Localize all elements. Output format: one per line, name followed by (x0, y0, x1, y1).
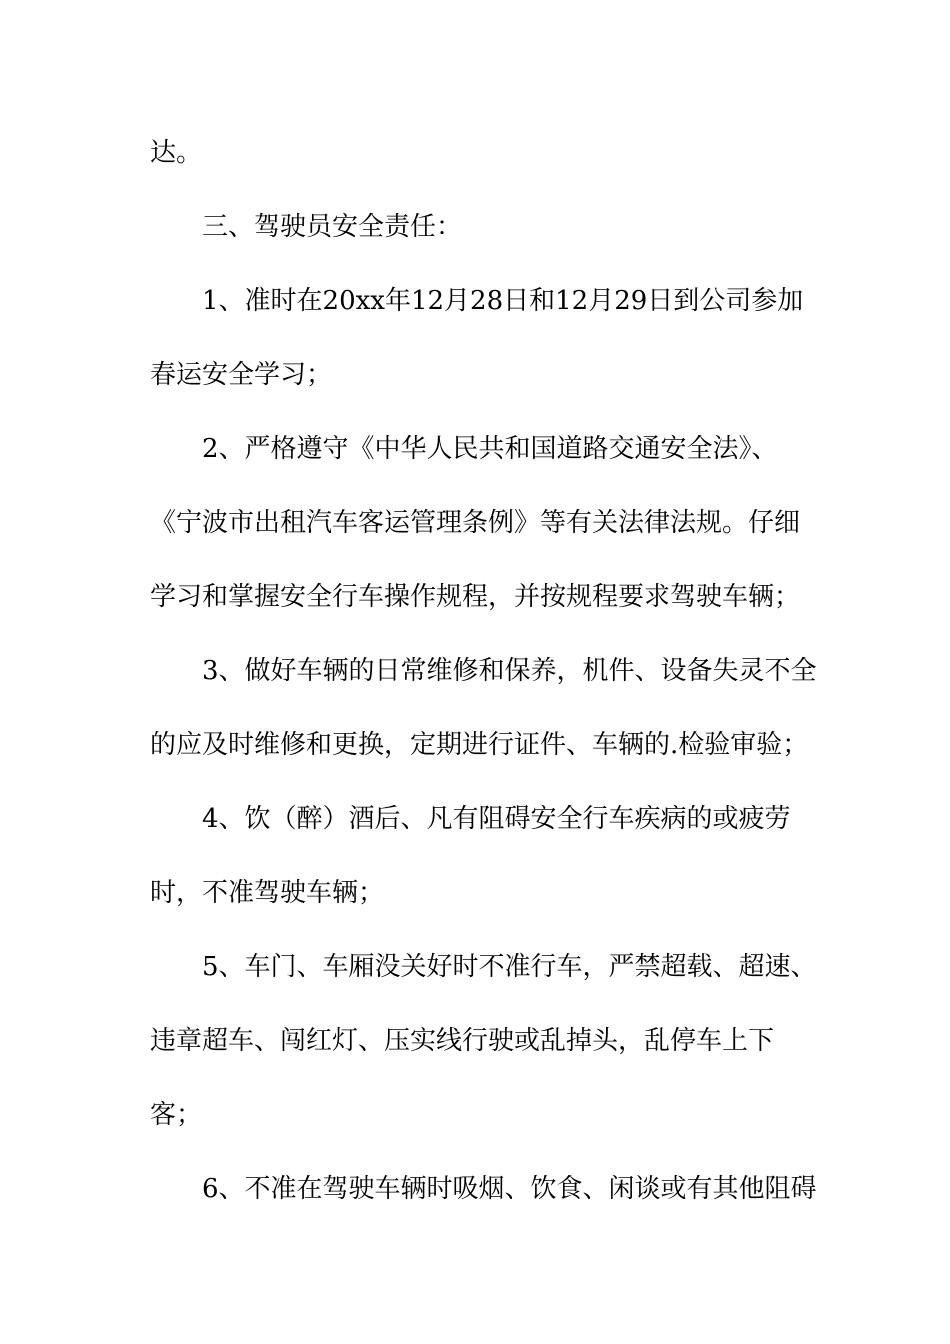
item-3-line-1: 3、做好车辆的日常维修和保养，机件、设备失灵不全 (202, 656, 817, 686)
item-3-line-2: 的应及时维修和更换，定期进行证件、车辆的.检验审验； (150, 730, 809, 760)
item-2-line-3: 学习和掌握安全行车操作规程，并按规程要求驾驶车辆； (150, 582, 801, 612)
item-2-line-2: 《宁波市出租汽车客运管理条例》等有关法律法规。仔细 (150, 508, 801, 538)
item-6-line-1: 6、不准在驾驶车辆时吸烟、饮食、闲谈或有其他阻碍 (202, 1174, 817, 1204)
section-heading: 三、驾驶员安全责任： (202, 212, 463, 242)
item-2-line-1: 2、严格遵守《中华人民共和国道路交通安全法》、 (202, 434, 778, 464)
item-4-line-1: 4、饮（醉）酒后、凡有阻碍安全行车疾病的或疲劳 (202, 804, 791, 834)
item-4-line-2: 时，不准驾驶车辆； (150, 878, 385, 908)
item-1-line-2: 春运安全学习； (150, 360, 333, 390)
item-5-line-1: 5、车门、车厢没关好时不准行车，严禁超载、超速、 (202, 952, 817, 982)
item-1-line-1: 1、准时在20xx年12月28日和12月29日到公司参加 (202, 286, 804, 316)
item-5-line-3: 客； (150, 1100, 203, 1130)
item-5-line-2: 违章超车、闯红灯、压实线行驶或乱掉头，乱停车上下 (150, 1026, 775, 1056)
text-line-continuation: 达。 (150, 138, 203, 168)
